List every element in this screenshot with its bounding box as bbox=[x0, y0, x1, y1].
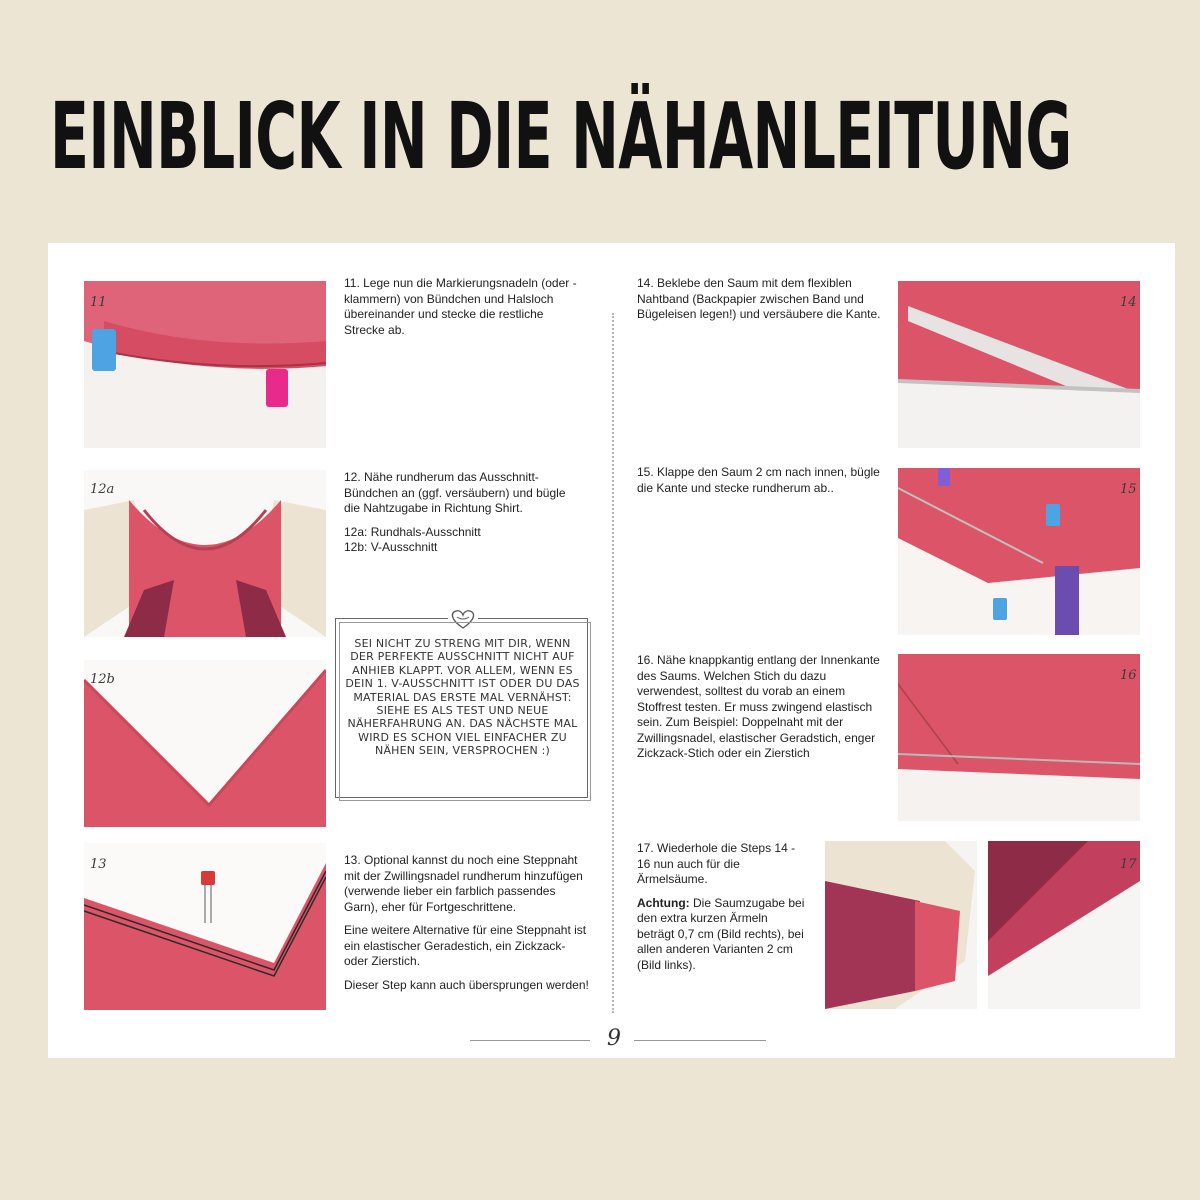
step-13-alternative: Eine weitere Alternative für eine Steppnaht ist ein elastischer Geradestich, ein Zickzack- oder Zierstich. bbox=[344, 923, 587, 968]
step-15-text bbox=[637, 465, 887, 504]
step-12-variant-b: 12b: V-Ausschnitt bbox=[344, 540, 438, 554]
step-13-photo bbox=[84, 843, 326, 1010]
step-14-text bbox=[637, 276, 887, 331]
step-16-text bbox=[637, 653, 887, 770]
footer-line-right bbox=[634, 1040, 766, 1041]
step-17-note-text: Die Saumzugabe bei den extra kurzen Ärmeln beträgt 0,7 cm (Bild rechts), bei allen anderen Varianten 2 cm (Bild links). bbox=[637, 895, 805, 972]
step-11-photo bbox=[84, 281, 326, 448]
step-12b-number: 12b bbox=[90, 672, 115, 687]
step-17-note-label: Achtung: bbox=[637, 895, 690, 910]
step-11-number: 11 bbox=[90, 295, 107, 310]
step-12-variant-a: 12a: Rundhals-Ausschnitt bbox=[344, 524, 481, 539]
step-16-photo bbox=[898, 654, 1140, 821]
step-12-text bbox=[344, 470, 584, 556]
step-12a-number: 12a bbox=[90, 482, 115, 497]
step-13-instruction: 13. Optional kannst du noch eine Steppnaht mit der Zwillingsnadel rundherum hinzufügen (verwende lieber ein farblich passendes Garn), eher für Fortgeschrittene. bbox=[344, 853, 583, 914]
step-12a-photo bbox=[84, 470, 326, 637]
step-15-photo bbox=[898, 468, 1140, 635]
step-15-number: 15 bbox=[1120, 482, 1137, 497]
step-17-photo-right bbox=[988, 841, 1140, 1009]
heart-icon bbox=[448, 607, 478, 631]
step-12b-photo bbox=[84, 660, 326, 827]
step-14-number: 14 bbox=[1120, 295, 1137, 310]
step-13-skip-note: Dieser Step kann auch übersprungen werden! bbox=[344, 977, 589, 992]
step-13-number: 13 bbox=[90, 857, 107, 872]
page-number: 9 bbox=[607, 1026, 621, 1051]
step-17-photo-left bbox=[825, 841, 977, 1009]
tip-box bbox=[335, 618, 588, 798]
step-15-instruction: 15. Klappe den Saum 2 cm nach innen, bügle die Kante und stecke rundherum ab.. bbox=[637, 465, 880, 495]
instruction-sheet bbox=[48, 243, 1175, 1058]
step-11-instruction: 11. Lege nun die Markierungsnadeln (oder -klammern) von Bündchen und Halsloch übereinander und stecke die restliche Strecke ab. bbox=[344, 276, 577, 337]
step-17-instruction: 17. Wiederhole die Steps 14 - 16 nun auch für die Ärmelsäume. bbox=[637, 841, 796, 886]
step-17-number: 17 bbox=[1120, 857, 1137, 872]
step-12-instruction: 12. Nähe rundherum das Ausschnitt-Bündchen an (ggf. versäubern) und bügle die Nahtzugabe in Richtung Shirt. bbox=[344, 470, 566, 515]
step-16-instruction: 16. Nähe knappkantig entlang der Innenkante des Saums. Welchen Stich du dazu verwendest, solltest du vorab an einem Stoffrest testen. Er muss zwingend elastisch sein. Zum Beispiel: Doppelnaht mit der Zwillingsnadel, elastischer Geradstich, enger Zickzack-Stich oder ein Zierstich bbox=[637, 653, 880, 760]
step-13-text bbox=[344, 853, 589, 1001]
step-17-text bbox=[637, 841, 807, 981]
step-16-number: 16 bbox=[1120, 668, 1137, 683]
step-14-photo bbox=[898, 281, 1140, 448]
step-14-instruction: 14. Beklebe den Saum mit dem flexiblen Nahtband (Backpapier zwischen Band und Bügeleisen legen!) und versäubere die Kante. bbox=[637, 276, 881, 321]
step-17-note bbox=[637, 896, 807, 974]
headline: EINBLICK IN DIE NÄHANLEITUNG bbox=[50, 83, 1072, 190]
footer-line-left bbox=[470, 1040, 590, 1041]
step-11-text bbox=[344, 276, 584, 346]
page-spine bbox=[612, 313, 614, 1013]
tip-text: SEI NICHT ZU STRENG MIT DIR, WENN DER PERFEKTE AUSSCHNITT NICHT AUF ANHIEB KLAPPT. VOR ALLEM, WENN ES DEIN 1. V-AUSSCHNITT IST ODER DU DAS MATERIAL DAS ERSTE MAL VERNÄHST: SIEHE ES ALS TEST UND NEUE NÄHERFAHRUNG AN. DAS NÄCHSTE MAL WIRD ES SCHON VIEL EINFACHER ZU NÄHEN SEIN, VERSPROCHEN :) bbox=[345, 637, 580, 758]
